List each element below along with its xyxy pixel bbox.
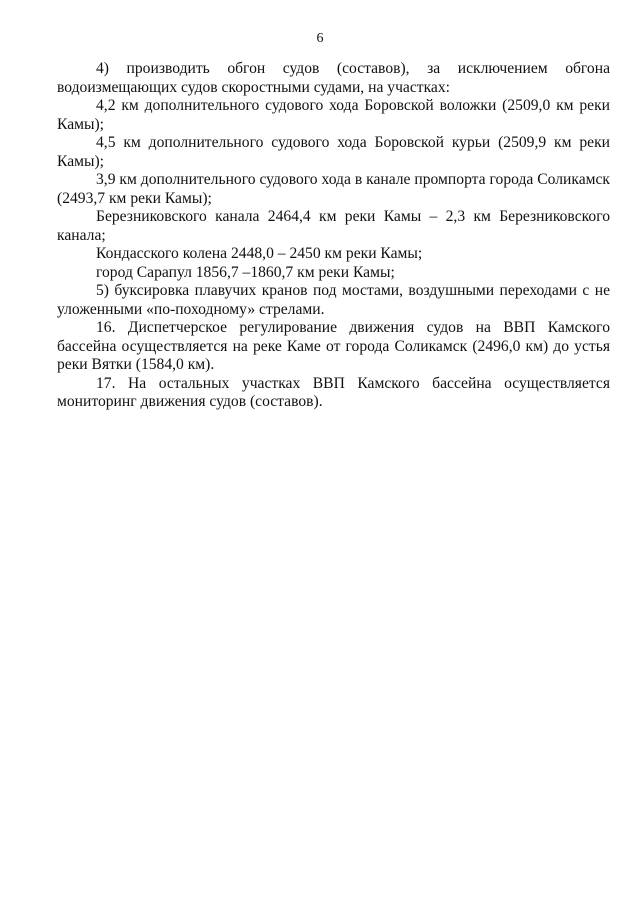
section-borovskaya-volozhka: 4,2 км дополнительного судового хода Боровской воложки (2509,0 км реки Камы); [57, 97, 610, 133]
paragraph-16-dispatch-regulation: 16. Диспетчерское регулирование движения судов на ВВП Камского бассейна осуществляется на реке Каме от города Соликамск (2496,0 км) до устья реки Вятки (1584,0 км). [57, 319, 610, 373]
page-number: 6 [316, 31, 324, 46]
section-bereznikovsky-canal: Березниковского канала 2464,4 км реки Камы – 2,3 км Березниковского канала; [57, 208, 610, 244]
section-solikamsk-promport: 3,9 км дополнительного судового хода в канале промпорта города Соликамск (2493,7 км реки Камы); [57, 171, 610, 207]
section-sarapul: город Сарапул 1856,7 –1860,7 км реки Камы; [96, 263, 395, 281]
paragraph-item-5-crane-towing: 5) буксировка плавучих кранов под мостами, воздушными переходами с не уложенными «по-походному» стрелами. [57, 282, 610, 318]
paragraph-item-4-overtaking: 4) производить обгон судов (составов), за исключением обгона водоизмещающих судов скоростными судами, на участках: [57, 60, 610, 96]
section-borovskaya-kurya: 4,5 км дополнительного судового хода Боровской курьи (2509,9 км реки Камы); [57, 134, 610, 170]
paragraph-17-monitoring: 17. На остальных участках ВВП Камского бассейна осуществляется мониторинг движения судов (составов). [57, 374, 610, 410]
document-body [57, 60, 610, 412]
section-kondassky-bend: Кондасского колена 2448,0 – 2450 км реки Камы; [96, 245, 423, 262]
